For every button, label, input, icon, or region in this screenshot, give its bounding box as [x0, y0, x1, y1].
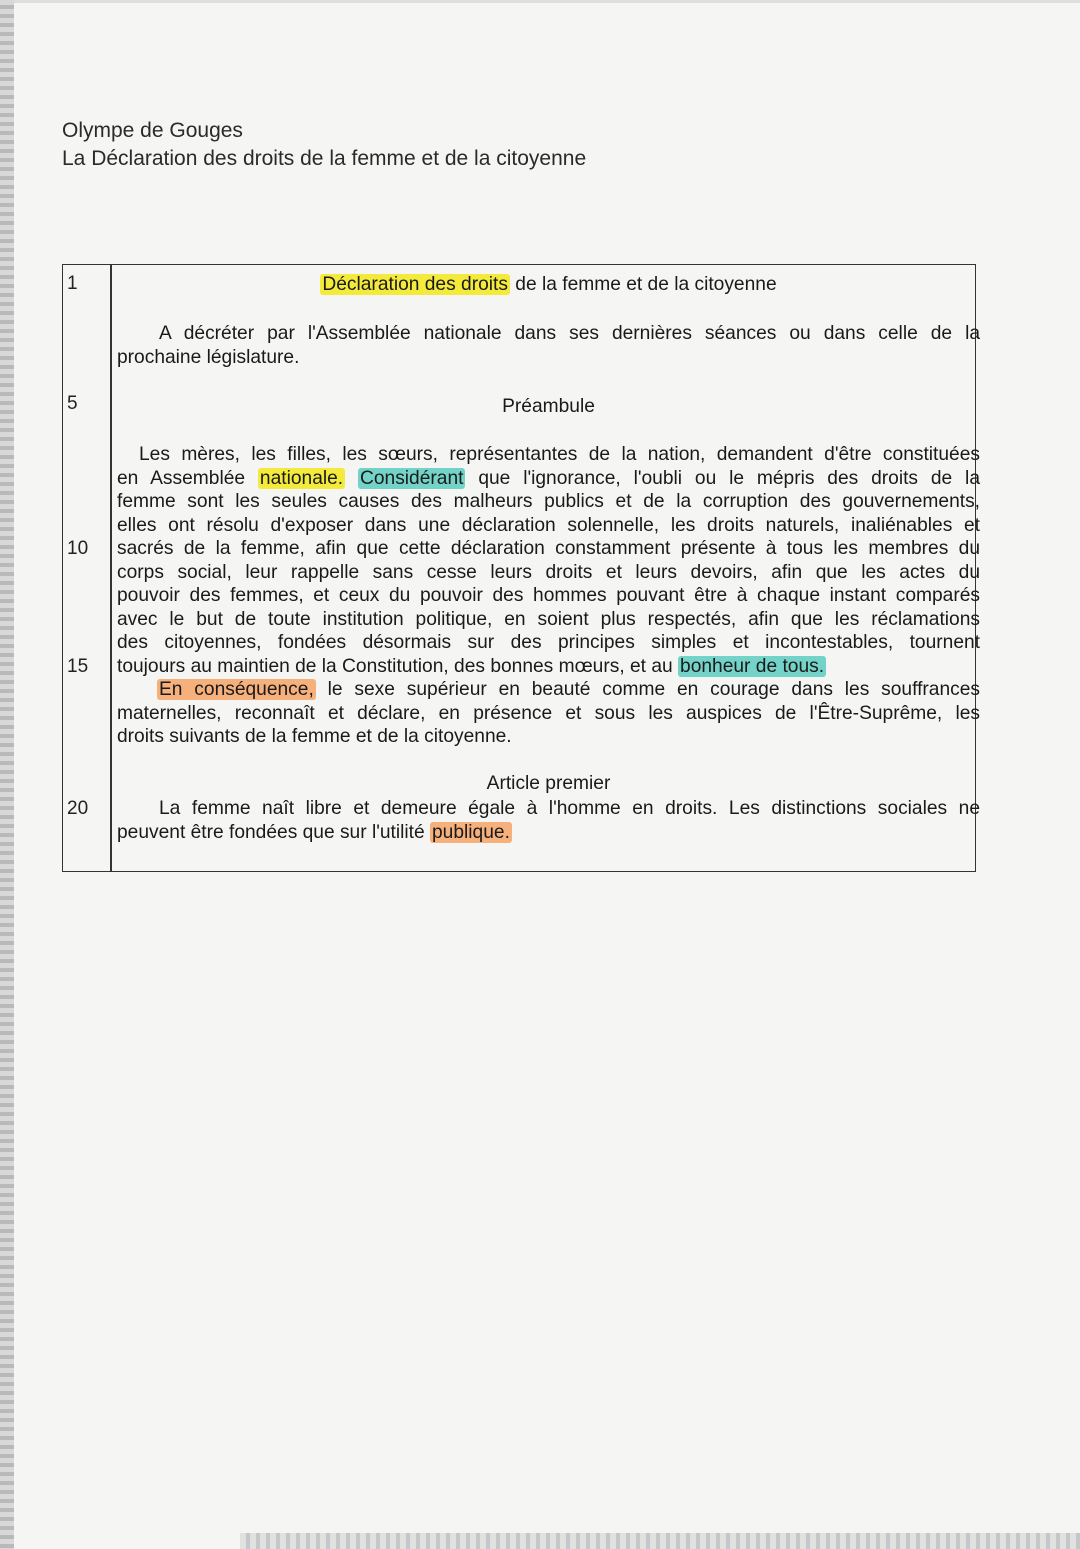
p2-line-1: En conséquence, le sexe supérieur en beauté comme en courage dans les souffrances [159, 679, 980, 700]
document-title: La Déclaration des droits de la femme et de la citoyenne [62, 147, 587, 170]
sheet-protector-bottom-edge [240, 1533, 1080, 1549]
highlight-bonheur: bonheur de tous. [680, 655, 825, 677]
page-top-edge [0, 0, 1080, 3]
p1-line-3: femme sont les seules causes des malheurs publics et de la corruption des gouvernements, [117, 491, 980, 512]
p1-line-7: pouvoir des femmes, et ceux du pouvoir des hommes pouvant être à chaque instant comparés [117, 585, 980, 606]
highlight-title: Déclaration des droits [322, 274, 508, 295]
intro-line-1: A décréter par l'Assemblée nationale dans ses dernières séances ou dans celle de la [159, 323, 980, 344]
line-number-1: 1 [67, 273, 78, 294]
p1-line-2: en Assemblée nationale. Considérant que l'ignorance, l'oubli ou le mépris des droits de la [117, 467, 980, 489]
article-line-2: peuvent être fondées que sur l'utilité publique. [117, 821, 510, 843]
declaration-title [117, 274, 980, 296]
line-number-15: 15 [67, 656, 89, 677]
author-name: Olympe de Gouges [62, 119, 243, 142]
p2-line-3: droits suivants de la femme et de la citoyenne. [117, 726, 512, 747]
p1-line-4: elles ont résolu d'exposer dans une déclaration solennelle, les droits naturels, inaliénables et [117, 514, 980, 536]
highlight-nationale: nationale. [259, 467, 344, 489]
p1-line-1: Les mères, les filles, les sœurs, représentantes de la nation, demandent d'être constituées [139, 444, 980, 465]
line-number-5: 5 [67, 393, 78, 414]
preamble-paragraph [117, 443, 980, 749]
highlight-en-consequence: En conséquence, [159, 679, 314, 700]
line-number-20: 20 [67, 798, 89, 819]
p1-line-8: avec le but de toute institution politique, en soient plus respectés, afin que les réclamations [117, 608, 980, 630]
intro-paragraph [117, 322, 980, 369]
highlight-publique: publique. [432, 821, 510, 843]
p1-line-9: des citoyennes, fondées désormais sur des principes simples et incontestables, tournent [117, 632, 980, 653]
p2-line-2: maternelles, reconnaît et déclare, en présence et sous les auspices de l'Être-Suprême, les [117, 702, 980, 724]
title-rest: de la femme et de la citoyenne [515, 274, 777, 295]
sheet-protector-edge [0, 0, 14, 1549]
article-heading: Article premier [486, 773, 611, 794]
line-number-divider [110, 265, 112, 871]
p1-line-5: sacrés de la femme, afin que cette déclaration constamment présente à tous les membres du [117, 538, 980, 559]
text-frame [62, 264, 980, 872]
p1-line-6: corps social, leur rappelle sans cesse leurs droits et leurs devoirs, afin que les actes du [117, 561, 980, 583]
preamble-heading: Préambule [502, 396, 595, 417]
line-number-10: 10 [67, 538, 89, 559]
intro-line-2: prochaine législature. [117, 346, 300, 368]
article-line-1: La femme naît libre et demeure égale à l'homme en droits. Les distinctions sociales ne [159, 798, 980, 819]
highlight-considerant: Considérant [360, 467, 464, 489]
article-paragraph [117, 797, 980, 844]
document-header [62, 117, 586, 173]
p1-line-10: toujours au maintien de la Constitution, des bonnes mœurs, et au bonheur de tous. [117, 655, 825, 677]
